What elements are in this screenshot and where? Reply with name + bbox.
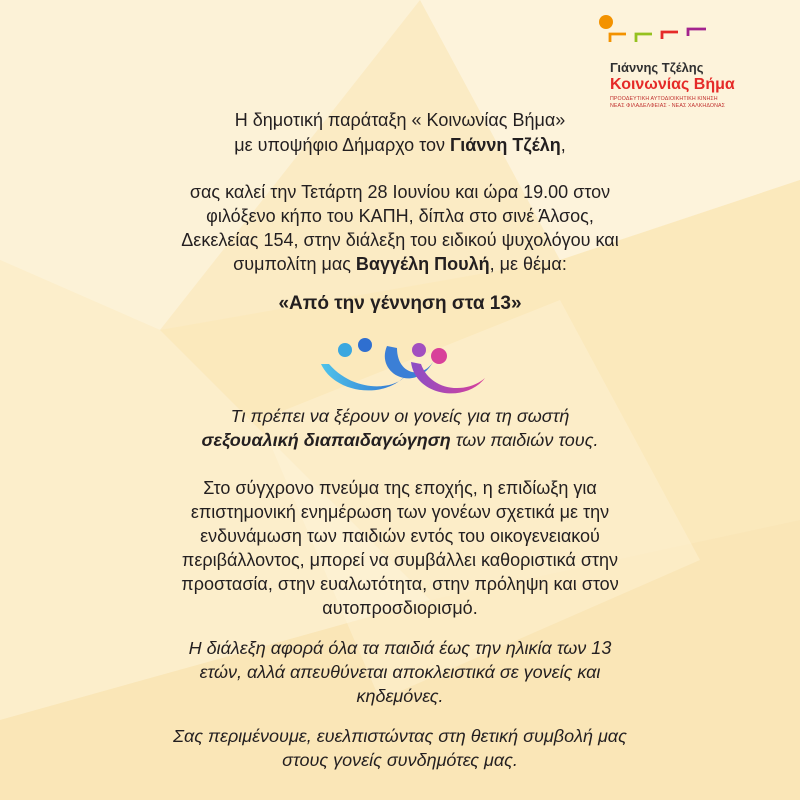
question-line-2 bbox=[0, 428, 800, 452]
party-logo bbox=[598, 12, 788, 122]
question-suffix: των παιδιών τους. bbox=[450, 430, 599, 450]
intro-text: με υποψήφιο Δήμαρχο τον bbox=[234, 135, 451, 155]
closing-text bbox=[0, 724, 800, 772]
paragraph-line: περιβάλλοντος, μπορεί να συμβάλλει καθοριστικά στην bbox=[181, 550, 619, 570]
logo-subtitle-line: ΠΡΟΟΔΕΥΤΙΚΗ ΑΥΤΟΔΙΟΙΚΗΤΙΚΗ ΚΙΝΗΣΗ bbox=[610, 96, 718, 102]
logo-marks-icon bbox=[598, 12, 738, 62]
note-line: κηδεμόνες. bbox=[356, 686, 444, 706]
intro-line-1: Η δημοτική παράταξη « Κοινωνίας Βήμα» bbox=[234, 110, 566, 130]
closing-line: Σας περιμένουμε, ευελπιστώντας στη θετική συμβολή μας bbox=[173, 726, 627, 746]
paragraph-line: προστασία, στην ευαλωτότητα, στην πρόληψη και στον bbox=[181, 574, 619, 594]
logo-subtitle-line: ΝΕΑΣ ΦΙΛΑΔΕΛΦΕΙΑΣ - ΝΕΑΣ ΧΑΛΚΗΔΟΝΑΣ bbox=[610, 103, 726, 109]
note-line: Η διάλεξη αφορά όλα τα παιδιά έως την ηλικία των 13 bbox=[188, 638, 612, 658]
candidate-name: Γιάννη Τζέλη bbox=[450, 135, 561, 155]
paragraph-line: ενδυνάμωση των παιδιών εντός του οικογενειακού bbox=[200, 526, 600, 546]
question-line-1: Τι πρέπει να ξέρουν οι γονείς για τη σωστή bbox=[230, 406, 570, 426]
question-emphasis: σεξουαλική διαπαιδαγώγηση bbox=[201, 430, 451, 450]
paragraph-line: Στο σύγχρονο πνεύμα της εποχής, η επιδίωξη για bbox=[203, 478, 597, 498]
logo-name: Γιάννης Τζέλης bbox=[610, 60, 704, 75]
invite-text: συμπολίτη μας bbox=[233, 254, 356, 274]
note-line: ετών, αλλά απευθύνεται αποκλειστικά σε γονείς και bbox=[199, 662, 601, 682]
family-emblem-icon bbox=[315, 334, 490, 404]
invite-line: Δεκελείας 154, στην διάλεξη του ειδικού ψυχολόγου και bbox=[181, 230, 619, 250]
paragraph-line: αυτοπροσδιορισμό. bbox=[322, 598, 478, 618]
invite-line bbox=[0, 252, 800, 276]
closing-line: στους γονείς συνδημότες μας. bbox=[282, 750, 518, 770]
logo-brand: Κοινωνίας Βήμα bbox=[610, 76, 735, 93]
invitation-text bbox=[0, 180, 800, 276]
intro-suffix: , bbox=[560, 135, 566, 155]
invite-line: σας καλεί την Τετάρτη 28 Ιουνίου και ώρα 19.00 στον bbox=[189, 182, 611, 202]
intro-line-2 bbox=[0, 133, 800, 157]
speaker-name: Βαγγέλη Πουλή bbox=[355, 254, 490, 274]
paragraph-line: επιστημονική ενημέρωση των γονέων σχετικά με την bbox=[190, 502, 610, 522]
audience-note bbox=[0, 636, 800, 708]
lecture-topic: «Από την γέννηση στα 13» bbox=[278, 293, 522, 314]
description-paragraph bbox=[0, 476, 800, 620]
invite-suffix: , με θέμα: bbox=[489, 254, 567, 274]
invite-line: φιλόξενο κήπο του ΚΑΠΗ, δίπλα στο σινέ Άλσος, bbox=[206, 206, 594, 226]
